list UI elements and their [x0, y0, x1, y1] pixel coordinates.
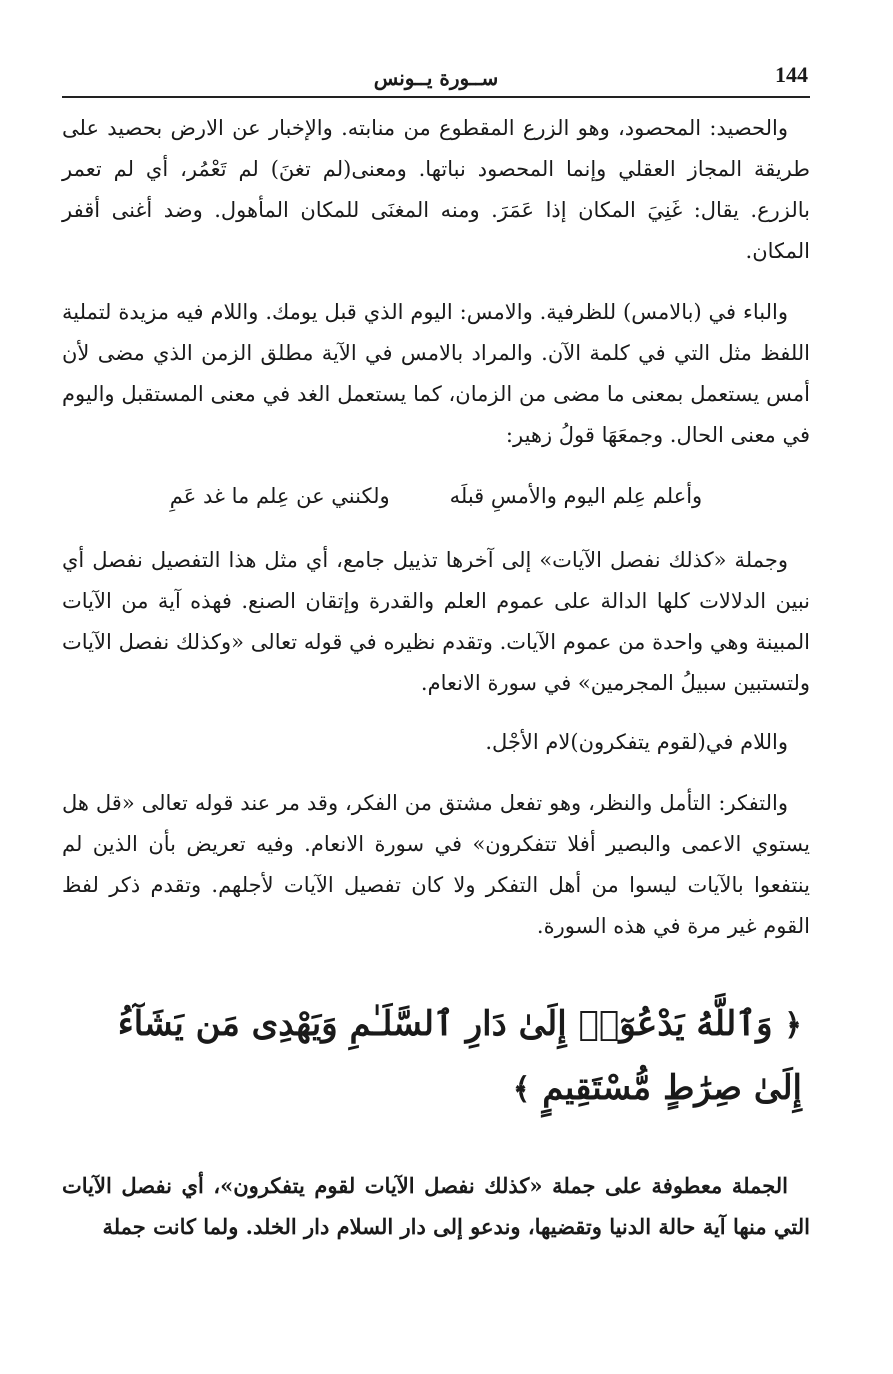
- paragraph-jumla-matufa: الجملة معطوفة على جملة «كذلك نفصل الآيات لقوم يتفكرون»، أي نفصل الآيات التي منها آية حالة الدنيا وتقضيها، وندعو إلى دار السلام دار الخلد. ولما كانت جملة: [62, 1173, 810, 1239]
- paragraph-tafsil: وجملة «كذلك نفصل الآيات» إلى آخرها تذييل جامع، أي مثل هذا التفصيل نفصل أي نبين الدلالات كلها الدالة على عموم العلم والقدرة وإتقان الصنع. فهذه آية من الآيات المبينة وهي واحدة من عموم الآيات. وتقدم نظيره في قوله تعالى «وكذلك نفصل الآيات ولتستبين سبيلُ المجرمين» في سورة الانعام.: [62, 548, 810, 695]
- paragraph-bil-ams: والباء في (بالامس) للظرفية. والامس: اليوم الذي قبل يومك. واللام فيه مزيدة لتملية اللفظ مثل التي في كلمة الآن. والمراد بالامس في الآية مطلق الزمن الذي مضى لأن أمس يستعمل بمعنى ما مضى من الزمان، كما يستعمل الغد في معنى المستقبل واليوم في معنى الحال. وجمعَهَا قولُ زهير:: [62, 300, 810, 447]
- page-header: [62, 58, 810, 98]
- running-title: ســورة يــونس: [373, 66, 499, 90]
- quran-open-bracket: ﴿: [784, 1008, 802, 1043]
- book-page: [62, 58, 810, 1338]
- paragraph-hasid: والحصيد: المحصود، وهو الزرع المقطوع من منابته. والإخبار عن الارض بحصيد على طريقة المجاز العقلي وإنما المحصود نباتها. ومعنى(لم تغنَ) لم تَعْمُر، أي لم تعمر بالزرع. يقال: غَنِيَ المكان إذا عَمَرَ. ومنه المغنَى للمكان المأهول. وضد أغنى أقفر المكان.: [62, 116, 810, 263]
- quran-verse: [62, 993, 810, 1121]
- paragraph-lam-ajl: واللام في(لقوم يتفكرون)لام الأجْل.: [485, 730, 788, 754]
- paragraph-tafakkur: والتفكر: التأمل والنظر، وهو تفعل مشتق من الفكر، وقد مر عند قوله تعالى «قل هل يستوي الاعمى والبصير أفلا تتفكرون» في سورة الانعام. وفيه تعريض بأن الذين لم ينتفعوا بالآيات ليسوا من أهل التفكر ولا كان تفصيل الآيات لأجلهم. وتقدم ذكر لفظ القوم غير مرة في هذه السورة.: [62, 791, 810, 938]
- verse-first-hemistich: وأعلم عِلم اليوم والأمسِ قبلَه: [449, 484, 703, 508]
- page-body: [62, 108, 810, 1247]
- quran-verse-text: وَٱللَّهُ يَدْعُوٓا۟ إِلَىٰ دَارِ ٱلسَّلَـٰمِ وَيَهْدِى مَن يَشَآءُ إِلَىٰ صِرَٰطٍ مُّسْتَقِيمٍ: [117, 1004, 802, 1108]
- quran-close-bracket: ﴾: [512, 1072, 531, 1107]
- verse-second-hemistich: ولكنني عن عِلم ما غد عَمِ: [169, 484, 390, 508]
- page-number: 144: [775, 62, 808, 87]
- poetry-verse: [62, 472, 810, 520]
